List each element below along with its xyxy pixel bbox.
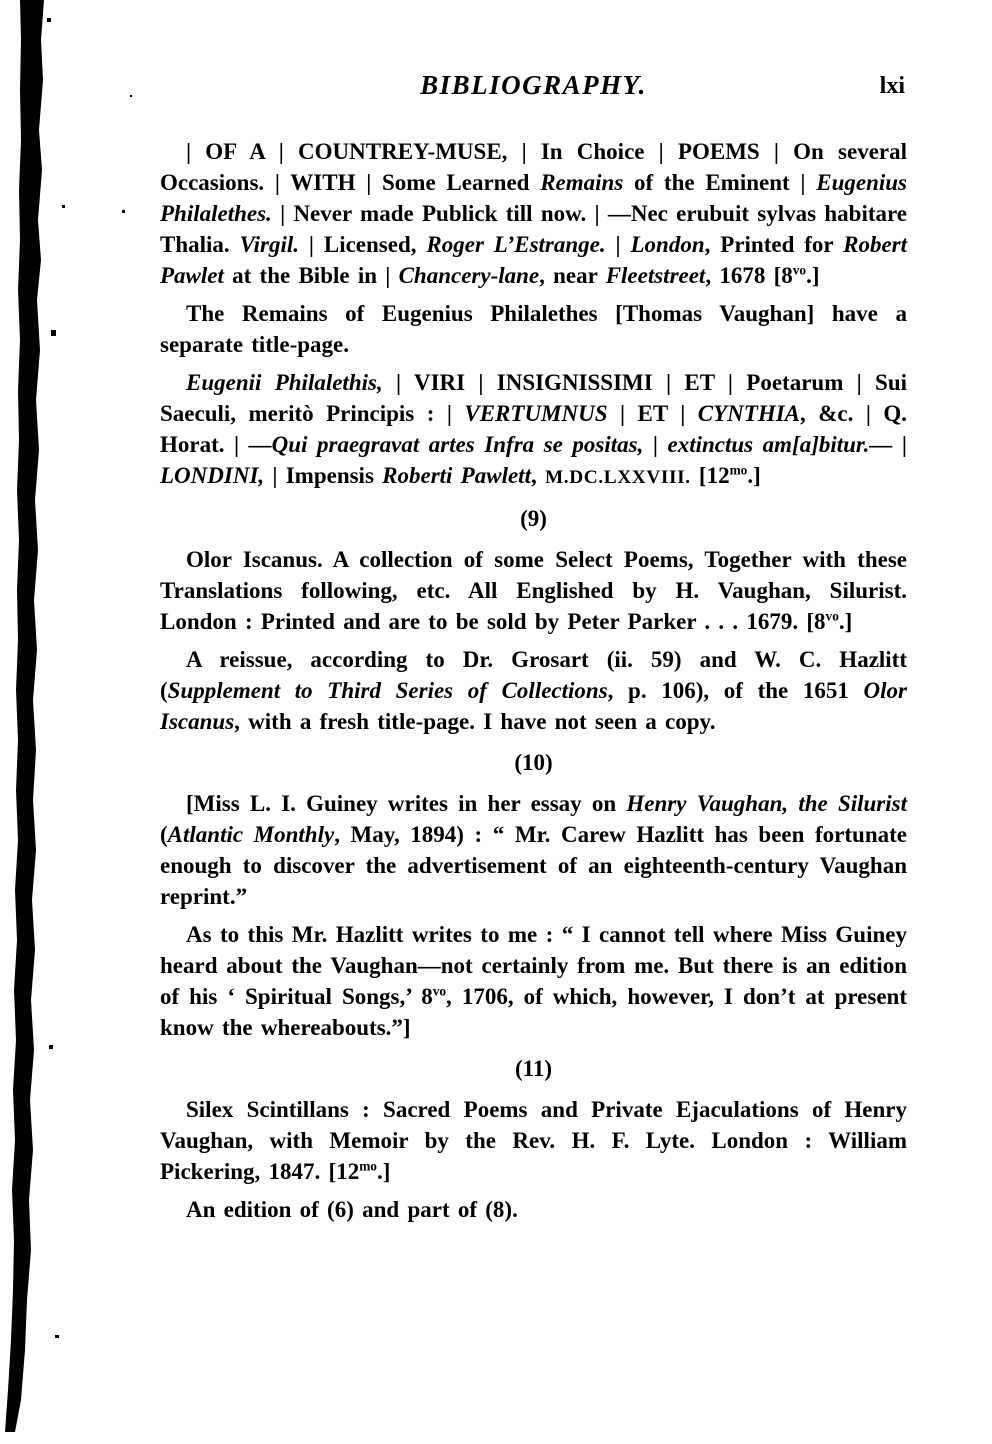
text-run: , with a fresh title-page. I have not seen a copy. bbox=[234, 709, 716, 734]
paragraph bbox=[160, 298, 907, 360]
italic-text: Roberti Pawlett bbox=[382, 463, 531, 488]
text-run: | bbox=[643, 432, 668, 457]
italic-text: —Qui praegravat artes Infra se positas, bbox=[248, 432, 644, 457]
italic-text: Eugenii Philalethis, bbox=[186, 370, 383, 395]
section-number bbox=[160, 503, 907, 534]
paragraph bbox=[160, 644, 907, 737]
superscript-text: mo bbox=[359, 1158, 377, 1174]
italic-text: Remains bbox=[540, 170, 624, 195]
paragraph bbox=[160, 136, 907, 291]
superscript-text: vo bbox=[792, 262, 807, 278]
section-number bbox=[160, 1053, 907, 1084]
text-run: , p. 106), of the 1651 bbox=[607, 678, 864, 703]
italic-text: VERTUMNUS bbox=[464, 401, 608, 426]
text-run: | ET | bbox=[607, 401, 698, 426]
text-run: ( bbox=[160, 822, 168, 847]
text-run: , 1706, of which, however, I don’t at present know the whereabouts.”] bbox=[160, 984, 908, 1040]
text-run: An edition of (6) and part of (8). bbox=[186, 1197, 518, 1222]
text-run: .] bbox=[838, 609, 853, 634]
italic-text: Robert Pawlet bbox=[160, 232, 907, 288]
page-header bbox=[160, 70, 907, 110]
italic-text: Chancery-lane bbox=[398, 263, 540, 288]
text-run: of the Eminent | bbox=[623, 170, 817, 195]
text-run: , &c. | Q. Horat. | bbox=[160, 401, 907, 457]
smallcaps-text: M.DC.LXXVIII. bbox=[544, 467, 691, 488]
text-run: Olor Iscanus. A collection of some Select Poems, Together with these Translations following, etc. All Englished by H. Vaughan, Silurist. London : Printed and are to be sold by Peter Parker . . . 1679. [8 bbox=[160, 547, 907, 634]
italic-text: Virgil. bbox=[239, 232, 300, 257]
text-run: .] bbox=[376, 1159, 391, 1184]
italic-text: extinctus am[a]bitur.— bbox=[667, 432, 893, 457]
paragraph bbox=[160, 1094, 907, 1187]
text-run: , 1678 [8 bbox=[705, 263, 793, 288]
section-number bbox=[160, 747, 907, 778]
page-number: lxi bbox=[879, 73, 905, 99]
paragraph bbox=[160, 1194, 907, 1225]
text-run: | OF A | COUNTREY-MUSE, | In Choice | POEMS | On several Occasions. | WITH | Some Learned bbox=[160, 139, 907, 195]
superscript-text: mo bbox=[729, 462, 748, 478]
italic-text: Roger L’Estrange. bbox=[426, 232, 606, 257]
italic-text: Fleetstreet bbox=[605, 263, 706, 288]
scan-binding-artifact bbox=[0, 0, 140, 1444]
page-title: BIBLIOGRAPHY. bbox=[420, 70, 647, 100]
text-run: | Licensed, bbox=[299, 232, 427, 257]
italic-text: CYNTHIA bbox=[697, 401, 801, 426]
italic-text: LONDINI, bbox=[160, 463, 265, 488]
paragraph bbox=[160, 788, 907, 912]
italic-text: Atlantic Monthly bbox=[167, 822, 335, 847]
text-run: A reissue, according to Dr. Grosart (ii. 59) and W. C. Hazlitt ( bbox=[160, 647, 907, 703]
text-run: (9) bbox=[520, 506, 547, 531]
superscript-text: vo bbox=[825, 608, 839, 624]
text-run: .] bbox=[806, 263, 820, 288]
italic-text: London bbox=[630, 232, 705, 257]
text-run: As to this Mr. Hazlitt writes to me : “ I cannot tell where Miss Guiney heard about the Vaughan—not certainly from me. But there is an edition of his ‘ Spiritual Songs,’ 8 bbox=[160, 922, 907, 1009]
text-run: at the Bible in | bbox=[223, 263, 399, 288]
paragraph bbox=[160, 919, 907, 1043]
text-run: [Miss L. I. Guiney writes in her essay on bbox=[186, 791, 627, 816]
text-run: , near bbox=[539, 263, 606, 288]
text-body bbox=[160, 136, 907, 1232]
text-run: , bbox=[530, 463, 545, 488]
text-run: The Remains of Eugenius Philalethes [Thomas Vaughan] have a separate title-page. bbox=[160, 301, 907, 357]
text-run: Silex Scintillans : Sacred Poems and Private Ejaculations of Henry Vaughan, with Memoir by the Rev. H. F. Lyte. London : William Pickering, 1847. [12 bbox=[160, 1097, 907, 1184]
text-run: , May, 1894) : “ Mr. Carew Hazlitt has been fortunate enough to discover the advertisement of an eighteenth-century Vaughan reprint.” bbox=[160, 822, 907, 909]
italic-text: Olor Iscanus bbox=[160, 678, 907, 734]
text-run: | Impensis bbox=[264, 463, 383, 488]
italic-text: Supplement to Third Series of Collections bbox=[167, 678, 608, 703]
paragraph bbox=[160, 544, 907, 637]
text-run: | Never made Publick till now. | —Nec erubuit sylvas habitare Thalia. bbox=[160, 201, 907, 257]
superscript-text: vo bbox=[432, 983, 447, 999]
italic-text: Eugenius Philalethes. bbox=[160, 170, 907, 226]
text-run: | VIRI | INSIGNISSIMI | ET | Poetarum | Sui Saeculi, meritò Principis : | bbox=[160, 370, 908, 426]
text-run: (11) bbox=[514, 1056, 553, 1081]
text-run: (10) bbox=[514, 750, 553, 775]
paragraph bbox=[160, 367, 907, 493]
italic-text: Henry Vaughan, the Silurist bbox=[626, 791, 907, 816]
text-run: [12 bbox=[690, 463, 730, 488]
text-run: .] bbox=[747, 463, 761, 488]
text-run: | bbox=[605, 232, 631, 257]
text-run: , Printed for bbox=[704, 232, 844, 257]
text-run: | bbox=[892, 432, 907, 457]
